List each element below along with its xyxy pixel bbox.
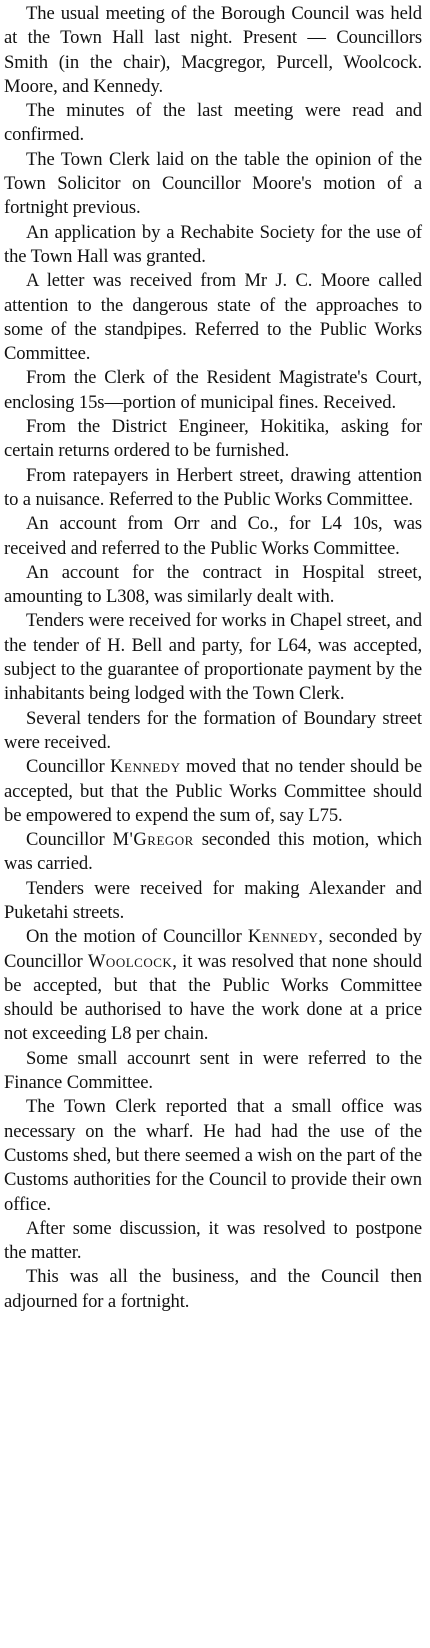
paragraph-text: , seconded by Councillor (4, 926, 423, 972)
paragraph-text: This was all the business, and the Council then adjourned for a fortnight. (4, 1266, 422, 1312)
paragraph-text: Councillor (26, 829, 113, 851)
paragraph-boundary-street (4, 707, 422, 756)
paragraph-minutes (4, 99, 422, 148)
paragraph-text: After some discussion, it was resolved to postpone the matter. (4, 1217, 422, 1264)
paragraph-hospital-street (4, 561, 422, 610)
paragraph-kennedy-woolcock-resolution (4, 925, 422, 1046)
paragraph-rechabite-application (4, 221, 422, 270)
paragraph-wharf-office (4, 1095, 422, 1216)
paragraph-text: From the Clerk of the Resident Magistrate's Court, enclosing 15s—portion of municipal fines. Received. (4, 367, 422, 413)
paragraph-text: A letter was received from Mr J. C. Moore called attention to the dangerous state of the approaches to some of the standpipes. Referred to the Public Works Committee. (4, 270, 422, 365)
paragraph-text: moved that no tender should be accepted, but that the Public Works Committee should be empowered to expend the sum of, say L75. (4, 756, 422, 826)
paragraph-postpone (4, 1217, 422, 1266)
paragraph-text: Councillor (26, 756, 111, 778)
paragraph-text: Tenders were received for making Alexander and Puketahi streets. (4, 877, 422, 923)
paragraph-solicitor-opinion (4, 148, 422, 221)
paragraph-adjourned (4, 1265, 422, 1314)
paragraph-text: The usual meeting of the Borough Council was held at the Town Hall last night. Present — Councillors Smith (in the chair), Macgregor, Purcell, Woolcock. Moore, and Kennedy. (4, 3, 422, 97)
paragraph-alexander-tenders (4, 877, 422, 926)
paragraph-text: From the District Engineer, Hokitika, asking for certain returns ordered to be furnished. (4, 416, 422, 462)
paragraph-text: From ratepayers in Herbert street, drawing attention to a nuisance. Referred to the Public Works Committee. (4, 464, 422, 510)
paragraph-chapel-street-tenders (4, 609, 422, 706)
paragraph-text: The Town Clerk reported that a small office was necessary on the wharf. He had had the use of the Customs shed, but there seemed a wish on the part of the Customs authorities for the Council to provide their own office. (4, 1096, 422, 1215)
councillor-name: Kennedy (110, 756, 181, 778)
paragraph-text: The Town Clerk laid on the table the opinion of the Town Solicitor on Councillor Moore's motion of a fortnight previous. (4, 148, 422, 219)
councillor-name: Woolcock (87, 950, 173, 972)
paragraph-kennedy-motion (4, 755, 422, 828)
paragraph-text: On the motion of Councillor (26, 926, 248, 948)
paragraph-text: , it was resolved that none should be accepted, but that the Public Works Committee should be authorised to have the work done at a price not exceeding L8 per chain. (4, 950, 422, 1045)
paragraph-orr-account (4, 512, 422, 561)
paragraph-text: An application by a Rechabite Society for the use of the Town Hall was granted. (4, 221, 422, 267)
paragraph-opening (4, 2, 422, 99)
paragraph-text: An account from Orr and Co., for L4 10s, was received and referred to the Public Works Committee. (4, 513, 422, 559)
paragraph-moore-letter (4, 269, 422, 366)
paragraph-magistrate-clerk (4, 366, 422, 415)
paragraph-small-accounts (4, 1047, 422, 1096)
paragraph-text: The minutes of the last meeting were read and confirmed. (4, 100, 422, 146)
paragraph-text: Tenders were received for works in Chapel street, and the tender of H. Bell and party, for L64, was accepted, subject to the guarantee of proportionate payment by the inhabitants being lodged with the Town Clerk. (4, 610, 422, 705)
article-column (4, 2, 422, 1314)
paragraph-herbert-street (4, 464, 422, 513)
paragraph-mgregor-seconded (4, 828, 422, 877)
paragraph-text: Several tenders for the formation of Boundary street were received. (4, 707, 422, 753)
paragraph-district-engineer (4, 415, 422, 464)
paragraph-text: Some small accounrt sent in were referred to the Finance Committee. (4, 1047, 422, 1094)
paragraph-text: An account for the contract in Hospital street, amounting to L308, was similarly dealt with. (4, 561, 422, 608)
councillor-name: Kennedy (247, 926, 319, 948)
councillor-name: M'Gregor (112, 829, 194, 851)
paragraph-text: seconded this motion, which was carried. (4, 829, 422, 875)
